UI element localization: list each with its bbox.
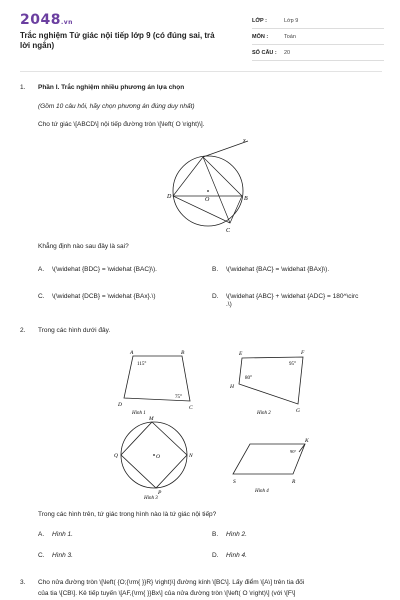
- label-m: M: [149, 416, 154, 422]
- question-text-line2: của tia \[CB\]. Kẻ tiếp tuyến \[AF,{\rm{ }}Bx\] của nửa đường tròn \[\left( O \right)\] (với \[F\]: [38, 590, 296, 597]
- label-a: A: [130, 350, 134, 356]
- figure-2: [225, 346, 315, 418]
- meta-row-grade: [252, 14, 384, 29]
- meta-label: SỐ CÂU :: [252, 50, 277, 56]
- option-a[interactable]: A. \(\widehat {BDC} = \widehat {BAC}\).: [38, 266, 157, 273]
- label-c: C: [189, 405, 193, 411]
- angle-label: 75°: [175, 395, 182, 400]
- option-d[interactable]: D. Hình 4.: [212, 552, 247, 559]
- label-o: O: [205, 197, 210, 203]
- section-title: Phần I. Trắc nghiệm nhiều phương án lựa chọn: [38, 84, 185, 91]
- angle-label: 95°: [289, 362, 296, 367]
- label-c: C: [226, 228, 231, 234]
- label-b: B: [244, 196, 248, 202]
- meta-value: Lớp 9: [284, 18, 299, 24]
- figure-caption: Hình 4: [255, 489, 269, 494]
- label-h: H: [230, 384, 234, 390]
- question-text: Khẳng định nào sau đây là sai?: [38, 243, 129, 250]
- label-e: E: [239, 351, 243, 357]
- meta-value: Toán: [284, 34, 296, 40]
- label-g: G: [296, 408, 300, 414]
- question-prompt: Cho tứ giác \[ABCD\] nội tiếp đường tròn \[\left( O \right)\].: [38, 121, 205, 128]
- figure-caption: Hình 2: [257, 411, 271, 416]
- label-q: Q: [114, 453, 118, 459]
- figure-4: [225, 432, 315, 500]
- label-n: N: [189, 453, 193, 459]
- option-b[interactable]: B. Hình 2.: [212, 531, 247, 538]
- meta-info: [252, 14, 384, 62]
- header: [0, 0, 400, 70]
- meta-label: LỚP :: [252, 18, 267, 24]
- figure-caption: Hình 3: [144, 496, 158, 501]
- option-c[interactable]: C. Hình 3.: [38, 552, 73, 559]
- page-title: Trắc nghiệm Tứ giác nội tiếp lớp 9 (có đúng sai, trả lời ngắn): [20, 31, 215, 50]
- label-r: R: [292, 479, 296, 485]
- circle-figure-1: [160, 136, 260, 236]
- label-p: P: [158, 490, 162, 496]
- question-prompt: Trong các hình dưới đây.: [38, 327, 111, 334]
- label-x: x: [243, 138, 246, 144]
- question-text: Trong các hình trên, tứ giác trong hình nào là tứ giác nội tiếp?: [38, 511, 217, 518]
- label-o: O: [156, 454, 160, 460]
- question-text-line1: Cho nửa đường tròn \[\left( {O;{\rm{ }}R} \right)\] đường kính \[BC\]. Lấy điểm \[A\] trên tia đối: [38, 579, 305, 586]
- section-note: (Gồm 10 câu hỏi, hãy chọn phương án đúng duy nhất): [38, 103, 195, 110]
- figure-caption: Hình 1: [132, 411, 146, 416]
- option-d[interactable]: D. \(\widehat {ABC} + \widehat {ADC} = 180^\circ .\): [212, 293, 359, 308]
- question-number: 1.: [20, 84, 26, 91]
- angle-label: 80°: [245, 376, 252, 381]
- label-d: D: [118, 402, 122, 408]
- option-a[interactable]: A. Hình 1.: [38, 531, 73, 538]
- site-logo[interactable]: 2048.vn: [20, 12, 73, 28]
- angle-label: 115°: [137, 362, 147, 367]
- option-c[interactable]: C. \(\widehat {DCB} = \widehat {BAx}.\): [38, 293, 156, 300]
- question-number: 2.: [20, 327, 26, 334]
- figure-3: [110, 415, 200, 501]
- label-b: B: [181, 350, 185, 356]
- question-number: 3.: [20, 579, 26, 586]
- label-k: K: [305, 438, 309, 444]
- option-b[interactable]: B. \(\widehat {BAC} = \widehat {BAx}\).: [212, 266, 330, 273]
- figure-1: [115, 346, 205, 416]
- label-f: F: [301, 350, 305, 356]
- meta-value: 20: [284, 50, 291, 56]
- angle-label: 90°: [290, 449, 297, 454]
- meta-row-subject: [252, 30, 384, 45]
- meta-label: MÔN :: [252, 34, 269, 40]
- meta-row-count: [252, 46, 384, 61]
- label-d: D: [167, 194, 172, 200]
- header-divider: [20, 71, 382, 72]
- label-s: S: [233, 479, 236, 485]
